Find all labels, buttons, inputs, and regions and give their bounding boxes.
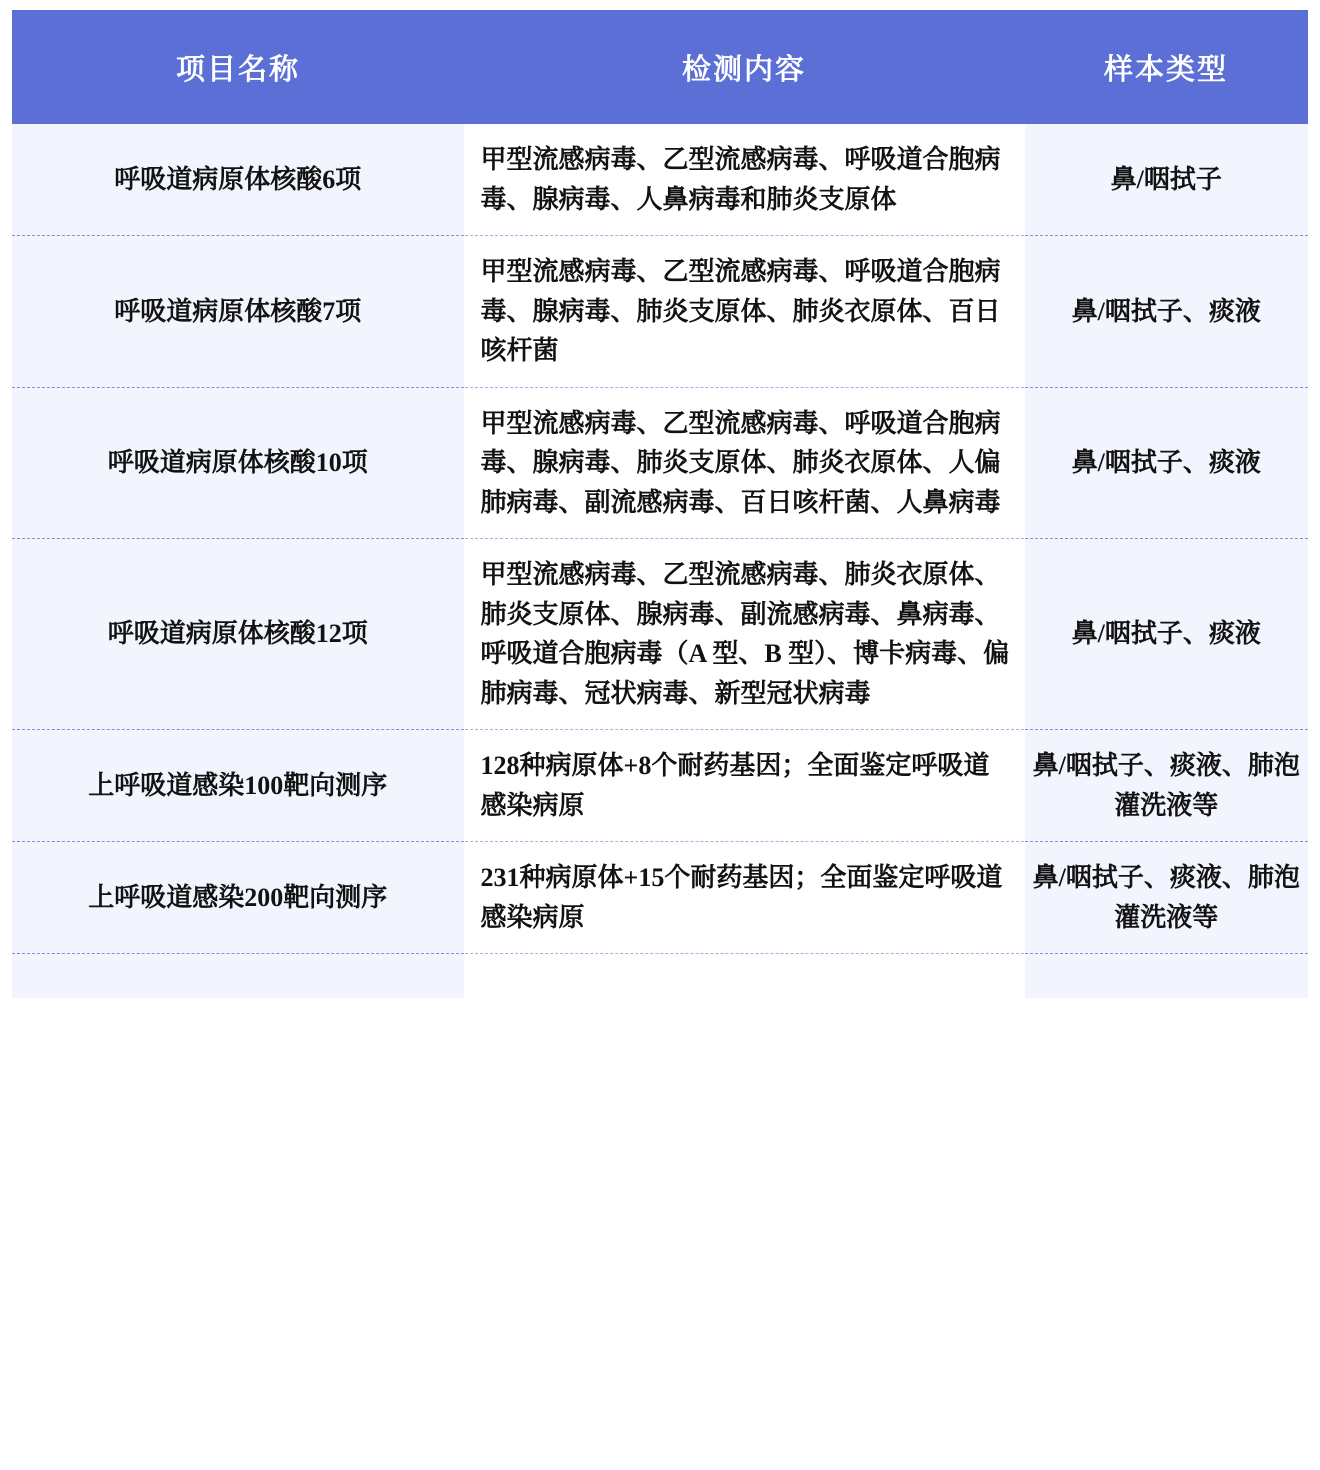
table-row xyxy=(12,730,1308,842)
table-row xyxy=(12,236,1308,388)
table-header xyxy=(12,10,1308,124)
cell-detection-content: 231种病原体+15个耐药基因；全面鉴定呼吸道感染病原 xyxy=(464,842,1024,954)
table-row xyxy=(12,124,1308,236)
spacer-cell-middle xyxy=(464,954,1024,999)
cell-sample-type: 鼻/咽拭子、痰液、肺泡灌洗液等 xyxy=(1024,730,1308,842)
cell-item-name: 呼吸道病原体核酸10项 xyxy=(12,387,464,539)
page-right-margin xyxy=(1308,10,1320,1470)
cell-detection-content: 甲型流感病毒、乙型流感病毒、呼吸道合胞病毒、腺病毒、肺炎支原体、肺炎衣原体、人偏肺病毒、副流感病毒、百日咳杆菌、人鼻病毒 xyxy=(464,387,1024,539)
cell-item-name: 呼吸道病原体核酸6项 xyxy=(12,124,464,236)
table-row xyxy=(12,842,1308,954)
column-header-detection-content: 检测内容 xyxy=(464,10,1024,124)
cell-sample-type: 鼻/咽拭子、痰液 xyxy=(1024,539,1308,730)
cell-item-name: 呼吸道病原体核酸12项 xyxy=(12,539,464,730)
table-body xyxy=(12,124,1308,998)
cell-sample-type: 鼻/咽拭子、痰液、肺泡灌洗液等 xyxy=(1024,842,1308,954)
spacer-cell-left xyxy=(12,954,464,999)
page-left-margin xyxy=(0,10,12,1470)
table-header-row xyxy=(12,10,1308,124)
cell-item-name: 上呼吸道感染200靶向测序 xyxy=(12,842,464,954)
table-footer-spacer-row xyxy=(12,954,1308,999)
column-header-sample-type: 样本类型 xyxy=(1024,10,1308,124)
detection-items-table xyxy=(12,10,1308,998)
column-header-item-name: 项目名称 xyxy=(12,10,464,124)
cell-detection-content: 128种病原体+8个耐药基因；全面鉴定呼吸道感染病原 xyxy=(464,730,1024,842)
cell-detection-content: 甲型流感病毒、乙型流感病毒、肺炎衣原体、肺炎支原体、腺病毒、副流感病毒、鼻病毒、呼吸道合胞病毒（A 型、B 型）、博卡病毒、偏肺病毒、冠状病毒、新型冠状病毒 xyxy=(464,539,1024,730)
spacer-cell-right xyxy=(1024,954,1308,999)
cell-item-name: 呼吸道病原体核酸7项 xyxy=(12,236,464,388)
cell-detection-content: 甲型流感病毒、乙型流感病毒、呼吸道合胞病毒、腺病毒、人鼻病毒和肺炎支原体 xyxy=(464,124,1024,236)
cell-detection-content: 甲型流感病毒、乙型流感病毒、呼吸道合胞病毒、腺病毒、肺炎支原体、肺炎衣原体、百日咳杆菌 xyxy=(464,236,1024,388)
cell-sample-type: 鼻/咽拭子 xyxy=(1024,124,1308,236)
cell-sample-type: 鼻/咽拭子、痰液 xyxy=(1024,387,1308,539)
cell-sample-type: 鼻/咽拭子、痰液 xyxy=(1024,236,1308,388)
document-page xyxy=(0,10,1320,1470)
table-row xyxy=(12,539,1308,730)
cell-item-name: 上呼吸道感染100靶向测序 xyxy=(12,730,464,842)
table-row xyxy=(12,387,1308,539)
